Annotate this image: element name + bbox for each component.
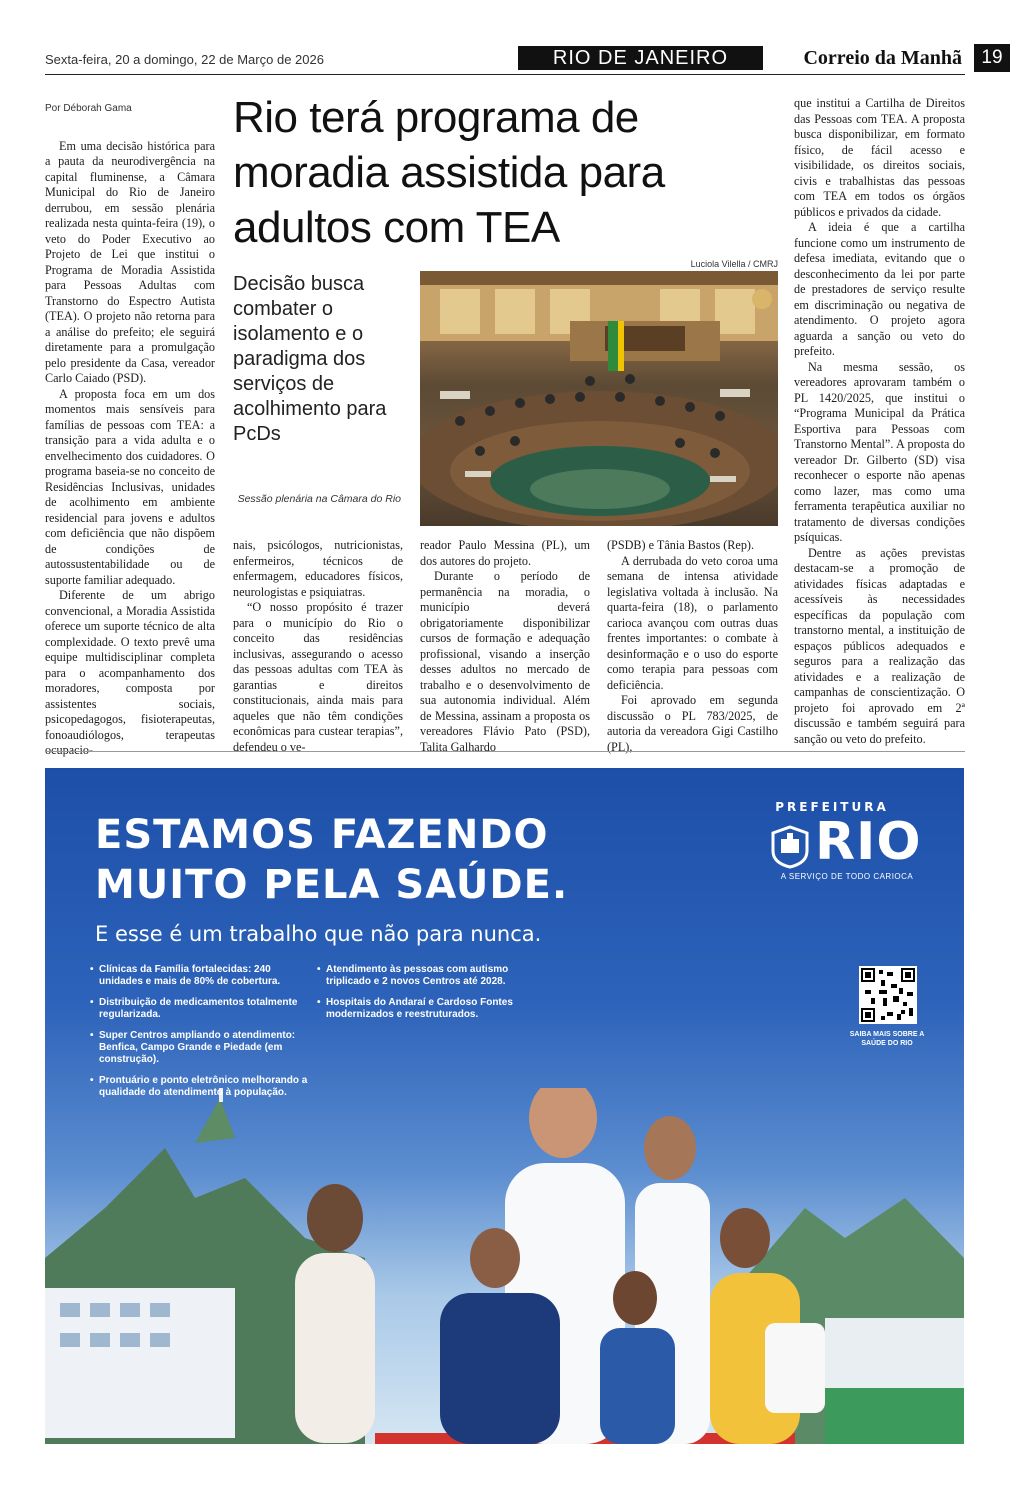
chamber-session-photo	[420, 271, 778, 526]
ad-bullet: • Hospitais do Andaraí e Cardoso Fontes modernizados e reestruturados.	[317, 997, 527, 1021]
logo-rio-text: RIO	[815, 812, 922, 872]
byline: Por Déborah Gama	[45, 103, 132, 114]
paragraph: (PSDB) e Tânia Bastos (Rep).	[607, 538, 755, 552]
logo-tagline: A SERVIÇO DE TODO CARIOCA	[780, 872, 914, 881]
paragraph: A ideia é que a cartilha funcione como um instrumento de defesa imediata, evitando que o desconhecimento da lei por parte de prestadores de serviço resulte em discriminação ou negativa de atendimento. O projeto agora aguarda a sanção ou veto do prefeito.	[794, 220, 965, 358]
paragraph: Dentre as ações previstas destacam-se a promoção de atividades físicas adaptadas e acessíveis às necessidades específicas da população com transtorno mental, a instituição de espaços públicos adequados e seguros para a realização das atividades e a realização de campanhas de conscientização. O projeto foi aprovado em 2ª discussão e também seguirá para sanção ou veto do prefeito.	[794, 545, 965, 746]
plenary-hall-illustration	[420, 271, 778, 526]
issue-date: Sexta-feira, 20 a domingo, 22 de Março de 2026	[45, 52, 324, 67]
ad-subheadline: E esse é um trabalho que não para nunca.	[95, 922, 542, 946]
ad-bullets-left	[90, 964, 310, 1108]
paragraph: nais, psicólogos, nutricionistas, enfermeiros, técnicos de enfermagem, educadores físicos, neurologistas e psiquiatras.	[233, 538, 403, 599]
article-headline: Rio terá programa de moradia assistida para adultos com TEA	[233, 93, 665, 252]
article-column-1	[45, 101, 215, 759]
paragraph: reador Paulo Messina (PL), um dos autores do projeto.	[420, 538, 590, 568]
article-column-5	[794, 96, 965, 747]
qr-caption: SAIBA MAIS SOBRE A SAÚDE DO RIO	[849, 1031, 925, 1047]
header-divider	[45, 74, 965, 75]
ad-bullet: • Clínicas da Família fortalecidas: 240 unidades e mais de 80% de cobertura.	[90, 964, 310, 988]
ad-bullet: • Atendimento às pessoas com autismo triplicado e 2 novos Centros até 2028.	[317, 964, 527, 988]
qr-code[interactable]	[859, 966, 917, 1024]
paragraph: A derrubada do veto coroa uma semana de intensa atividade legislativa voltada à inclusão. Na quarta-feira (18), o parlamento carioca avançou com outras duas frentes importantes: o combate à desinformação e o uso do esporte como terapia para pessoas com deficiência.	[607, 553, 778, 692]
article-deck: Decisão busca combater o isolamento e o paradigma dos serviços de acolhimento para PcDs	[233, 273, 387, 445]
photo-credit: Luciola Vilella / CMRJ	[690, 259, 778, 269]
city-crest-icon	[767, 823, 813, 869]
ad-headline-line-2: MUITO PELA SAÚDE.	[95, 862, 569, 908]
article-column-2	[233, 538, 403, 755]
logo-prefeitura-text: PREFEITURA	[775, 800, 889, 814]
ad-headline	[95, 810, 655, 910]
article-column-4	[607, 538, 778, 755]
paragraph: que institui a Cartilha de Direitos das Pessoas com TEA. A proposta busca disponibilizar, em formato físico, de fácil acesso e visibilidade, os direitos sociais, civis e trabalhistas das pessoas com TEA em todos os órgãos públicos e privados da cidade.	[794, 96, 965, 219]
photo-caption: Sessão plenária na Câmara do Rio	[237, 493, 401, 505]
paragraph: Durante o período de permanência na moradia, o município deverá obrigatoriamente disponibilizar cursos de formação e adequação profissional, visando a inserção desses adultos no mercado de trabalho e o desenvolvimento de sua autonomia individual. Além de Messina, assinam a proposta os vereadores Flávio Pato (PSD), Talita Galhardo	[420, 569, 590, 754]
ad-bullet: • Distribuição de medicamentos totalmente regularizada.	[90, 997, 310, 1021]
page-number: 19	[974, 44, 1010, 72]
ad-bullets-right	[317, 964, 527, 1030]
paragraph: A proposta foca em um dos momentos mais sensíveis para famílias de pessoas com TEA: a transição para a vida adulta e o envelhecimento dos cuidadores. O programa baseia-se no conceito de Residências Inclusivas, unidades de acolhimento em ambiente residencial para jovens e adultos com deficiência que não dispõem de condições de autossustentabilidade ou de suporte familiar adequado.	[45, 386, 215, 587]
newspaper-name: Correio da Manhã	[803, 47, 962, 69]
page-header	[45, 44, 1003, 74]
section-label: RIO DE JANEIRO	[518, 46, 763, 70]
quote-paragraph: “O nosso propósito é trazer para o município do Rio o conceito das residências inclusivas, assegurando o acesso das pessoas adultas com TEA às garantias e direitos constitucionais, ainda mais para aqueles que não têm condições econômicas para custear terapias”, defendeu o ve-	[233, 600, 403, 754]
ad-headline-line-1: ESTAMOS FAZENDO	[95, 812, 549, 858]
ad-bullet: • Prontuário e ponto eletrônico melhorando a qualidade do atendimento à população.	[90, 1075, 310, 1099]
paragraph: Foi aprovado em segunda discussão o PL 783/2025, de autoria da vereadora Gigi Castilho (PL),	[607, 693, 778, 754]
paragraph: Na mesma sessão, os vereadores aprovaram também o PL 1420/2025, que institui o “Programa Municipal da Prática Esportiva para Pessoas com Transtorno Mental”. A proposta do vereador Dr. Gilberto (SD) visa reconhecer o esporte não apenas como lazer, mas como uma ferramenta terapêutica auxiliar no tratamento de diversas condições psíquicas.	[794, 359, 965, 544]
prefeitura-health-ad	[45, 768, 964, 1444]
ad-divider	[45, 751, 965, 752]
ad-scene-illustration	[45, 1088, 964, 1444]
paragraph: Em uma decisão histórica para a pauta da neurodivergência na capital fluminense, a Câmara Municipal do Rio de Janeiro derrubou, em sessão plenária realizada nesta quinta-feira (19), o veto do Poder Executivo ao Projeto de Lei que institui o Programa de Moradia Assistida para Pessoas Adultas com Transtorno do Espectro Autista (TEA). O projeto não retorna para a análise do prefeito; ele seguirá diretamente para a promulgação pelo presidente da Casa, vereador Carlo Caiado (PSD).	[45, 138, 215, 385]
article-column-3	[420, 538, 590, 755]
ad-bullet: • Super Centros ampliando o atendimento: Benfica, Campo Grande e Piedade (em construção).	[90, 1030, 310, 1066]
paragraph: Diferente de um abrigo convencional, a Moradia Assistida oferece um suporte técnico de alta complexidade. O texto prevê uma equipe multidisciplinar completa para o acompanhamento dos moradores, composta por assistentes sociais, psicopedagogos, fisioterapeutas, fonoaudiólogos, terapeutas ocupacio-	[45, 588, 215, 757]
